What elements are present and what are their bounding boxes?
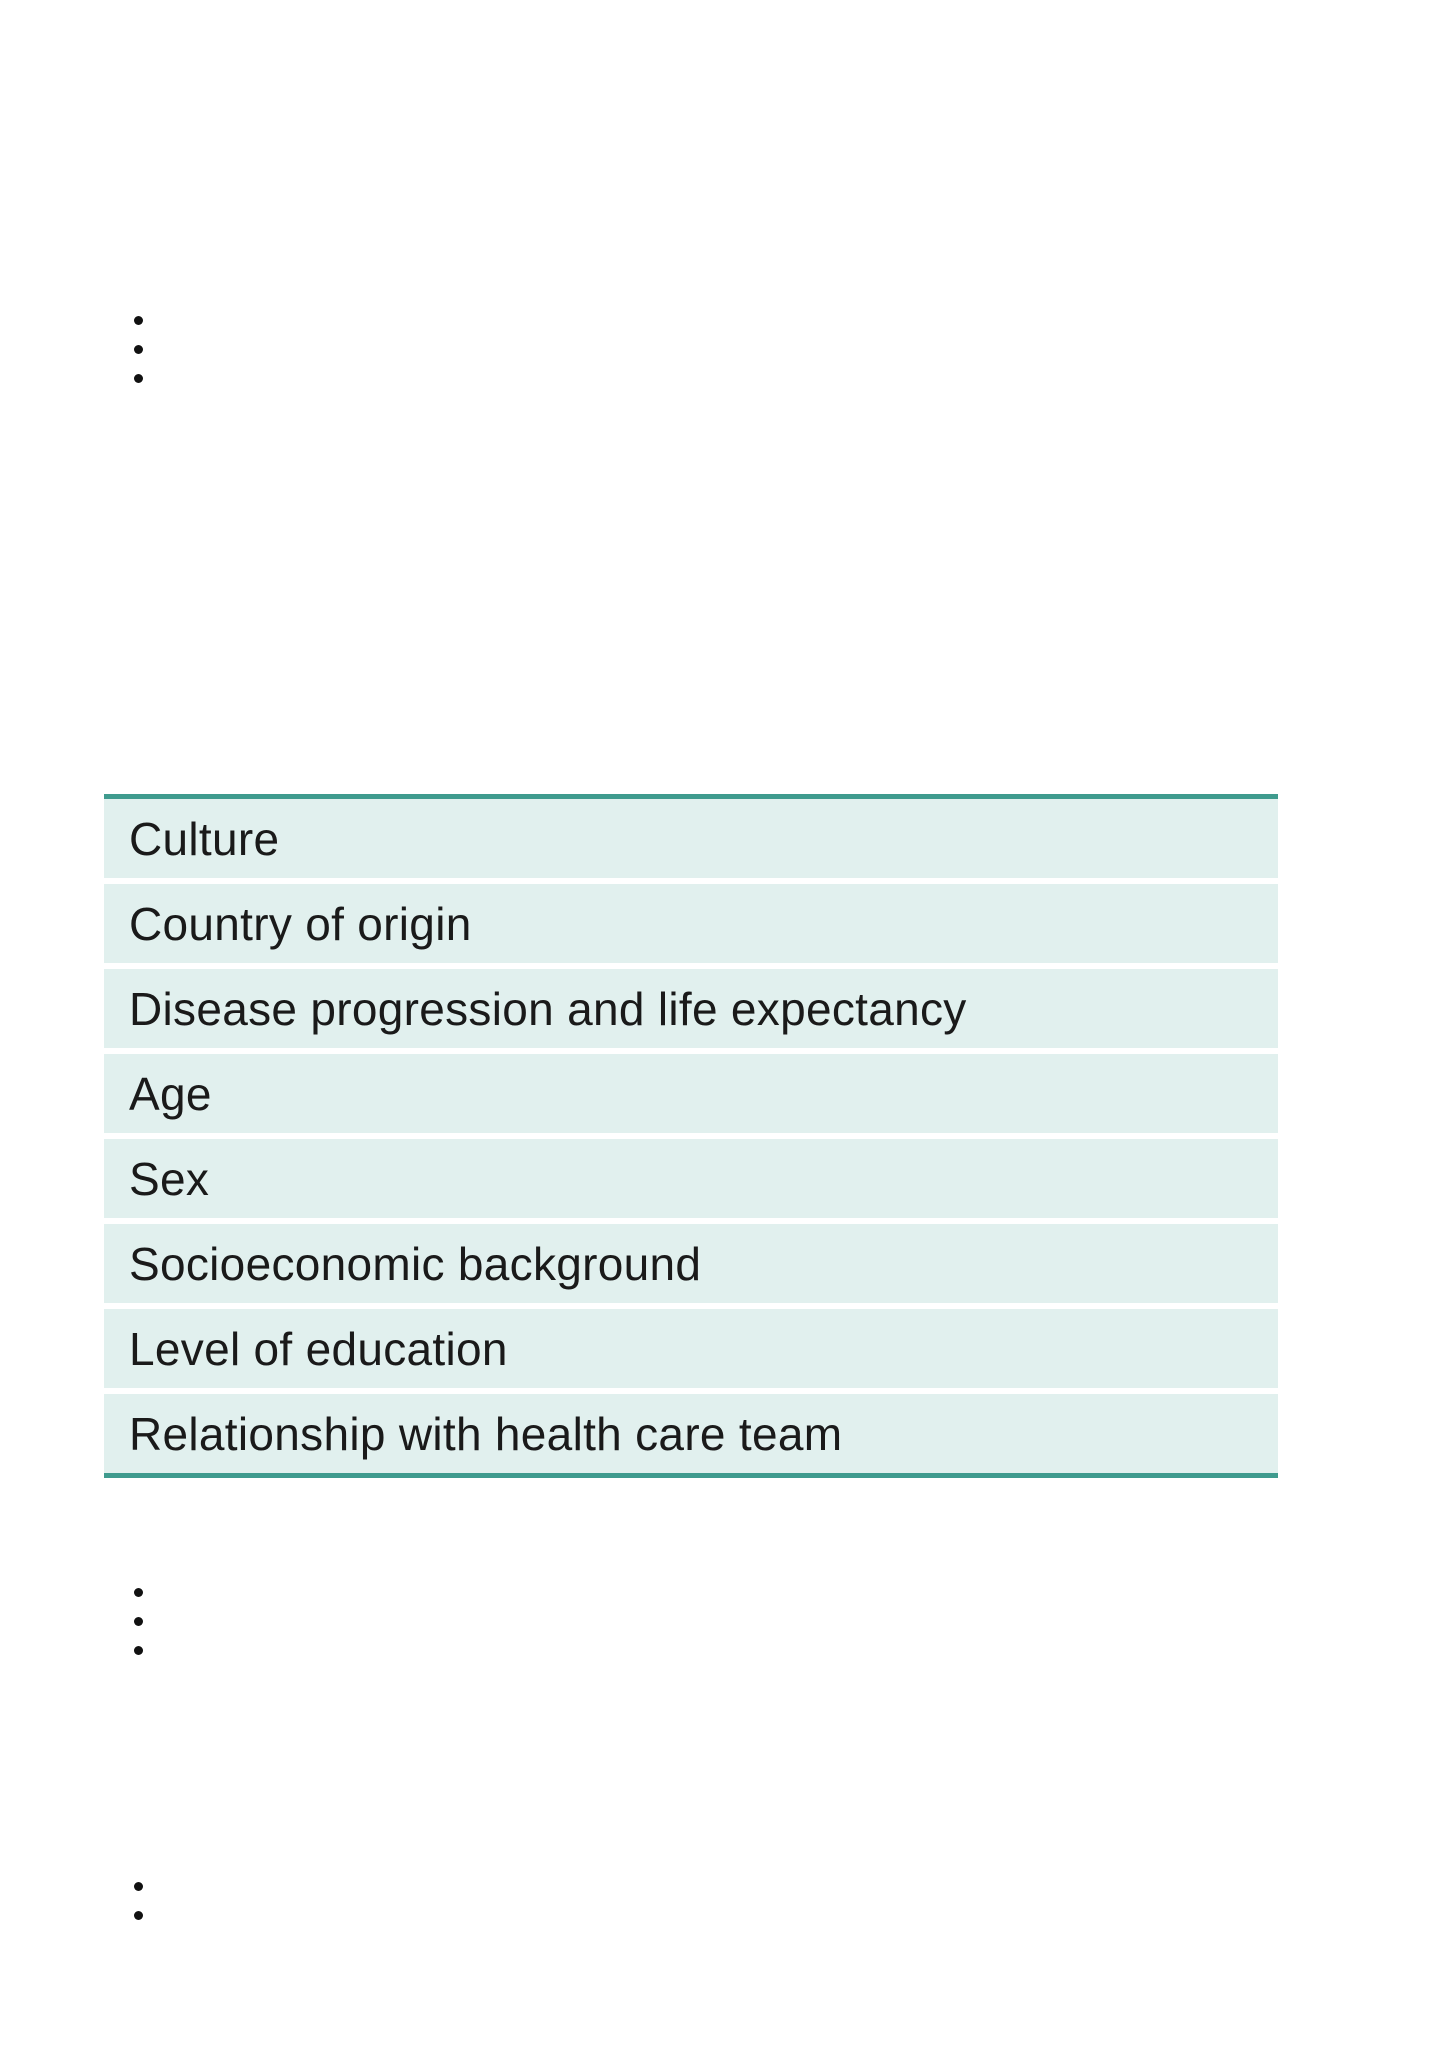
bullet-dot	[134, 1882, 143, 1891]
bullet-dot	[134, 1646, 143, 1655]
table-row	[104, 1309, 1278, 1388]
bullet-list-bottom	[134, 1882, 143, 1920]
table-row	[104, 799, 1278, 878]
bullet-list-top	[134, 316, 143, 383]
table-cell: Age	[129, 1067, 212, 1120]
table-cell: Relationship with health care team	[129, 1407, 843, 1460]
bullet-dot	[134, 1911, 143, 1920]
factors-table	[104, 794, 1278, 1478]
table-cell: Level of education	[129, 1322, 508, 1375]
table-row	[104, 884, 1278, 963]
table-cell: Country of origin	[129, 897, 472, 950]
table-row	[104, 1054, 1278, 1133]
table-cell: Sex	[129, 1152, 210, 1205]
bullet-list-middle	[134, 1588, 143, 1655]
table-cell: Socioeconomic background	[129, 1237, 702, 1290]
table-row	[104, 1394, 1278, 1473]
bullet-dot	[134, 1617, 143, 1626]
table-cell: Disease progression and life expectancy	[129, 982, 967, 1035]
table-row	[104, 969, 1278, 1048]
bullet-dot	[134, 316, 143, 325]
bullet-dot	[134, 345, 143, 354]
bullet-dot	[134, 374, 143, 383]
bullet-dot	[134, 1588, 143, 1597]
table-cell: Culture	[129, 812, 280, 865]
table-row	[104, 1139, 1278, 1218]
table-row	[104, 1224, 1278, 1303]
